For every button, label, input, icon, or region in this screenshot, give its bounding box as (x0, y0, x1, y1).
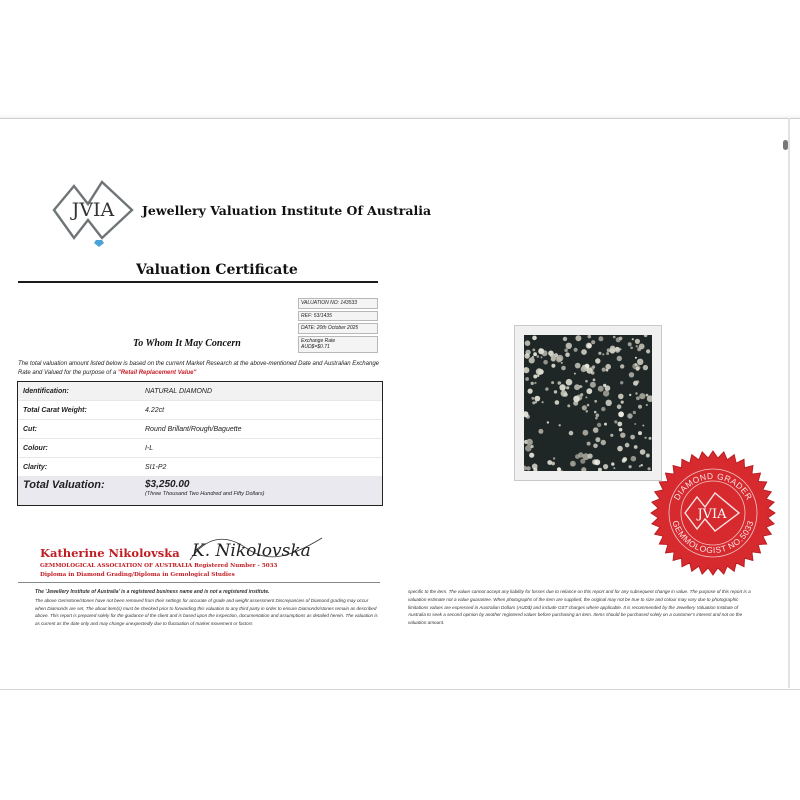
reference-number: REF: 53/1435 (298, 311, 378, 322)
diamond-stone (617, 422, 622, 427)
diamond-stone (587, 368, 593, 374)
diamond-stone (631, 456, 637, 462)
diamond-stone (633, 381, 638, 386)
diamond-stone (592, 365, 595, 368)
diamond-stone (602, 368, 606, 372)
svg-text:K. Nikolovska: K. Nikolovska (192, 541, 311, 561)
diamond-stone (586, 410, 589, 413)
diamond-stone (561, 362, 563, 364)
diamond-stone (601, 407, 605, 411)
diamond-stone (627, 413, 632, 418)
diamond-stone (587, 404, 590, 407)
salutation: To Whom It May Concern (133, 338, 241, 349)
diamond-stone (620, 381, 623, 384)
diamond-stone (639, 465, 641, 467)
diamond-stone (582, 405, 587, 410)
diamond-photo (524, 335, 652, 471)
diamond-stone (606, 352, 609, 355)
diamond-stone (605, 364, 611, 370)
diamond-stone (636, 367, 640, 371)
diamond-stone (547, 460, 552, 465)
diamond-stone (583, 430, 589, 436)
diamond-stone (566, 379, 573, 386)
row-label: Cut: (23, 425, 37, 433)
diamond-stone (635, 357, 637, 359)
gemmological-registration: GEMMOLOGICAL ASSOCIATION OF AUSTRALIA Registered Number - 5033 (40, 563, 278, 569)
seal-bottom-text: GEMMOLOGIST NO.5033 (670, 519, 756, 556)
diamond-stone (556, 357, 562, 363)
diamond-stone (594, 411, 597, 414)
diamond-stone (585, 380, 588, 383)
diamond-stone (526, 439, 533, 446)
diamond-stone (591, 340, 595, 344)
diamond-stone (559, 424, 561, 426)
diamond-stone (551, 381, 554, 384)
diamond-stone (574, 348, 578, 352)
table-row (18, 401, 382, 420)
reference-box (298, 298, 378, 355)
certificate-title: Valuation Certificate (136, 262, 298, 278)
diamond-stone (630, 347, 633, 350)
table-row (18, 420, 382, 439)
row-label: Identification: (23, 387, 69, 395)
valuation-date: DATE: 20th October 2025 (298, 323, 378, 334)
diamond-stone (595, 358, 600, 363)
row-label: Clarity: (23, 463, 48, 471)
disclaimer-right: specific to the item. The valuer cannot accept any liability for losses due to reliance on this report and for any subsequent change in value. The purpose of this report is a valuation estimate not a value guarantee. When photographs of the item are supplied, the original may not be true to size and colour may vary due to photographic limitations values are expressed in Australian Dollars (AUD$) and include GST charges where applicable. It is recommended by the Jewellery Valuation Institute of Australia to seek a second opinion by another registered valuer before purchasing an item. Items should be purchased solely on a customer's interest and not on the valuation amount. (408, 589, 751, 626)
diamond-stone (606, 400, 612, 406)
diamond-stone (559, 384, 565, 390)
diamond-stone (642, 425, 644, 427)
diamond-stone (649, 437, 652, 440)
diamond-stone (617, 446, 623, 452)
diamond-stone (581, 366, 587, 372)
diamond-stone (541, 356, 543, 358)
diamond-stone (598, 336, 603, 341)
diamond-stone (611, 462, 614, 465)
diamond-stone (538, 429, 543, 434)
organization-name: Jewellery Valuation Institute Of Australia (142, 203, 432, 218)
diamond-stone (555, 400, 560, 405)
sheet-edge (788, 118, 790, 688)
valuation-table (17, 381, 383, 506)
diamond-stone (643, 365, 648, 370)
diamond-stone (639, 344, 645, 350)
diamond-stone (620, 433, 625, 438)
diamond-stone (636, 345, 638, 347)
diamond-stone (587, 442, 591, 446)
diamond-stone (634, 423, 636, 425)
diamond-stone (529, 357, 535, 363)
diamond-stone (602, 353, 604, 355)
table-row (18, 458, 382, 477)
diploma-credentials: Diploma in Diamond Grading/Diploma in Gemological Studies (40, 572, 235, 578)
diamond-stone (587, 343, 592, 348)
diamond-stone (563, 337, 567, 341)
diamond-stone (581, 349, 587, 355)
diamond-stone (633, 411, 636, 414)
diamond-stone (532, 464, 538, 470)
diamond-stone (638, 405, 642, 409)
intro-paragraph (18, 360, 380, 378)
title-divider (18, 281, 378, 283)
diamond-stone (537, 375, 539, 377)
total-label: Total Valuation: (23, 479, 105, 491)
diamond-stone (622, 459, 626, 463)
disclaimer-left (35, 588, 380, 628)
total-amount-words: (Three Thousand Two Hundred and Fifty Dollars) (145, 491, 265, 497)
intro-text: The total valuation amount listed below is based on the current Market Research at the above-mentioned Date and Australian Exchange Rate and Valued for the purpose of a (18, 361, 379, 376)
diamond-stone (525, 377, 529, 381)
diamond-stone (533, 375, 537, 379)
diamond-stone (561, 366, 566, 371)
diamond-grader-seal (645, 445, 780, 580)
diamond-stone (635, 363, 638, 366)
diamond-stone (596, 414, 600, 418)
diamond-stone (610, 434, 613, 437)
total-value (145, 479, 382, 497)
diamond-stone (601, 440, 606, 445)
diamond-photo-frame (514, 325, 662, 481)
diamond-stone (531, 397, 534, 400)
diamond-stone (620, 364, 624, 368)
diamond-stone (536, 368, 543, 375)
row-value: NATURAL DIAMOND (145, 387, 213, 395)
diamond-stone (629, 394, 631, 396)
diamond-stone (525, 350, 530, 355)
diamond-stone (593, 379, 596, 382)
diamond-stone (573, 396, 580, 403)
diamond-stone (532, 401, 535, 404)
diamond-stone (542, 350, 548, 356)
diamond-stone (607, 348, 611, 352)
diamond-stone (615, 347, 621, 353)
total-amount: $3,250.00 (145, 479, 190, 490)
diamond-stone (525, 442, 527, 444)
total-valuation-row (18, 477, 382, 505)
diamond-stone (629, 465, 632, 468)
diamond-stone (593, 444, 598, 449)
diamond-stone (629, 372, 634, 377)
diamond-stone (617, 356, 622, 361)
diamond-stone (543, 360, 548, 365)
diamond-stone (638, 431, 642, 435)
diamond-stone (585, 396, 587, 398)
diamond-stone (534, 382, 536, 384)
diamond-stone (564, 349, 568, 353)
diamond-stone (531, 382, 534, 385)
row-label: Colour: (23, 444, 48, 452)
diamond-stone (525, 340, 531, 346)
diamond-stone (551, 364, 555, 368)
diamond-stone (561, 390, 567, 396)
diamond-stone (547, 421, 549, 423)
diamond-stone (534, 396, 540, 402)
diamond-stone (617, 404, 622, 409)
diamond-stone (553, 457, 555, 459)
diamond-stone (640, 360, 643, 363)
diamond-stone (621, 401, 624, 404)
seal-center-text: JVIA (697, 507, 727, 522)
diamond-stone (554, 390, 557, 393)
diamond-stone (570, 461, 576, 467)
table-row (18, 382, 382, 401)
diamond-stone (635, 339, 640, 344)
diamond-stone (634, 445, 638, 449)
diamond-stone (597, 423, 601, 427)
diamond-stone (641, 464, 643, 466)
diamond-stone (606, 369, 609, 372)
diamond-stone (618, 394, 624, 400)
diamond-stone (550, 353, 555, 358)
disclaimer-left-text: The above Gemstone/stones have not been removed from their settings for accurate of grade and weight assessment Discrepancies of Diamond grading may occur when Diamonds are set. The about item(s) must be checked prior to forwarding this valuation to any third party in order to ensure Diamonds/stones remain as described above. This report is prepared solely for the guidance of the client and is based upon the inspection, documentation and assumptions as detailed herein. The valuation is as current as the date only and may change unexpectedly due to fluctuation of market movement or factors (35, 597, 378, 627)
diamond-stone (646, 349, 650, 353)
logo-text: JVIA (71, 199, 115, 221)
diamond-stone (535, 401, 537, 403)
diamond-stone (618, 411, 624, 417)
seal-top-text: DIAMOND GRADER (671, 470, 755, 502)
diamond-stone (628, 342, 632, 346)
diamond-stone (575, 335, 581, 341)
diamond-stone (595, 417, 598, 420)
exchange-rate (298, 336, 378, 353)
exchange-rate-value: AUD$=$0.71 (301, 344, 330, 350)
diamond-stone (569, 431, 574, 436)
exchange-rate-label: Exchange Rate (301, 337, 336, 344)
row-label: Total Carat Weight: (23, 406, 87, 414)
diamond-stone (565, 352, 570, 357)
diamond-stone (532, 349, 535, 352)
diamond-stone (537, 355, 540, 358)
diamond-stone (529, 453, 534, 458)
diamond-stone (639, 393, 645, 399)
diamond-stone (598, 352, 601, 355)
diamond-stone (636, 396, 640, 400)
diamond-stone (630, 435, 635, 440)
diamond-stone (635, 392, 637, 394)
diamond-stone (567, 404, 570, 407)
diamond-stone (575, 454, 580, 459)
diamond-stone (610, 348, 616, 354)
diamond-stone (593, 427, 599, 433)
diamond-stone (578, 387, 580, 389)
row-value: 4.22ct (145, 406, 165, 414)
diamond-stone (590, 382, 596, 388)
diamond-stone (526, 466, 530, 470)
punch-hole (783, 140, 788, 150)
row-value: SI1-P2 (145, 463, 167, 471)
disclaimer-lead: The 'Jewellery Institute of Australia' is a registered business name and is not a registered institute. (35, 589, 270, 595)
retail-replacement-value: "Retail Replacement Value" (117, 370, 197, 376)
row-value: I-L (145, 444, 154, 452)
diamond-stone (616, 337, 621, 342)
diamond-stone (558, 381, 562, 385)
diamond-stone (542, 401, 544, 403)
diamond-stone (586, 388, 592, 394)
signatory-name: Katherine Nikolovska (40, 546, 180, 560)
diamond-stone (545, 387, 548, 390)
diamond-stone (594, 400, 597, 403)
diamond-stone (566, 386, 569, 389)
diamond-stone (646, 394, 649, 397)
diamond-stone (646, 404, 648, 406)
diamond-stone (574, 373, 576, 375)
valuation-number: VALUATION NO: 143533 (298, 298, 378, 309)
diamond-stone (583, 453, 590, 460)
diamond-stone (592, 459, 598, 465)
diamond-stone (554, 353, 558, 357)
diamond-stone (644, 437, 646, 439)
diamond-stone (603, 384, 606, 387)
diamond-stone (531, 445, 534, 448)
signature-divider (18, 582, 380, 583)
table-row (18, 439, 382, 458)
diamond-stone (613, 467, 615, 469)
diamond-stone (528, 389, 533, 394)
diamond-stone (532, 336, 537, 341)
diamond-stone (603, 390, 609, 396)
diamond-stone (604, 423, 607, 426)
diamond-stone (614, 420, 617, 423)
diamond-stone (625, 443, 630, 448)
diamond-stone (533, 352, 537, 356)
diamond-stone (603, 464, 608, 469)
diamond-stone (575, 363, 581, 369)
diamond-stone (613, 336, 616, 339)
diamond-stone (595, 437, 600, 442)
diamond-stone (539, 348, 542, 351)
row-value: Round Brillant/Rough/Baguette (145, 425, 242, 433)
diamond-stone (632, 338, 634, 340)
diamond-stone (619, 428, 623, 432)
jvia-logo (52, 180, 134, 248)
diamond-stone (598, 386, 604, 392)
diamond-stone (566, 343, 572, 349)
